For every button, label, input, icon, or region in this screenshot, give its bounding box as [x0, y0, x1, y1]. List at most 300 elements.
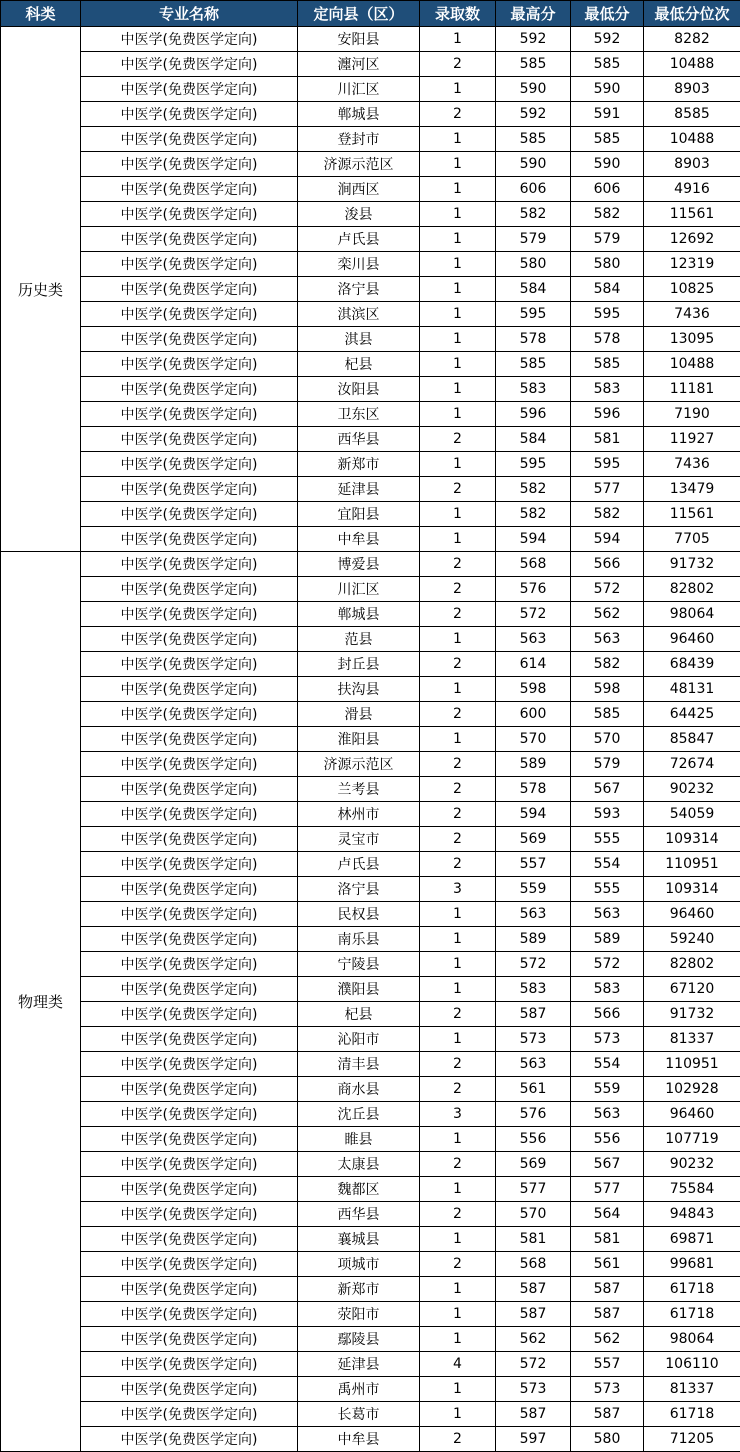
- major-cell: 中医学(免费医学定向): [81, 577, 298, 602]
- county-cell: 濮阳县: [298, 977, 420, 1002]
- min-score-cell: 578: [571, 327, 644, 352]
- table-row: [1, 1277, 740, 1302]
- min-rank-cell: 110951: [644, 1052, 740, 1077]
- major-cell: 中医学(免费医学定向): [81, 1102, 298, 1127]
- major-cell: 中医学(免费医学定向): [81, 1302, 298, 1327]
- max-score-cell: 597: [496, 1427, 571, 1452]
- admitted-cell: 2: [420, 602, 496, 627]
- table-row: [1, 927, 740, 952]
- major-cell: 中医学(免费医学定向): [81, 52, 298, 77]
- admitted-cell: 1: [420, 327, 496, 352]
- major-cell: 中医学(免费医学定向): [81, 527, 298, 552]
- min-score-cell: 556: [571, 1127, 644, 1152]
- max-score-cell: 595: [496, 302, 571, 327]
- min-rank-cell: 106110: [644, 1352, 740, 1377]
- max-score-cell: 585: [496, 127, 571, 152]
- table-row: [1, 877, 740, 902]
- table-row: [1, 177, 740, 202]
- min-rank-cell: 98064: [644, 1327, 740, 1352]
- table-row: [1, 1077, 740, 1102]
- min-score-cell: 585: [571, 127, 644, 152]
- admitted-cell: 3: [420, 877, 496, 902]
- min-score-cell: 590: [571, 152, 644, 177]
- major-cell: 中医学(免费医学定向): [81, 752, 298, 777]
- major-cell: 中医学(免费医学定向): [81, 652, 298, 677]
- min-score-cell: 587: [571, 1402, 644, 1427]
- min-rank-cell: 12692: [644, 227, 740, 252]
- min-score-cell: 592: [571, 27, 644, 52]
- admitted-cell: 2: [420, 552, 496, 577]
- county-cell: 沁阳市: [298, 1027, 420, 1052]
- table-row: [1, 227, 740, 252]
- major-cell: 中医学(免费医学定向): [81, 802, 298, 827]
- max-score-cell: 594: [496, 802, 571, 827]
- county-cell: 登封市: [298, 127, 420, 152]
- max-score-cell: 592: [496, 27, 571, 52]
- min-rank-cell: 11561: [644, 202, 740, 227]
- max-score-cell: 572: [496, 952, 571, 977]
- admitted-cell: 2: [420, 827, 496, 852]
- major-cell: 中医学(免费医学定向): [81, 1177, 298, 1202]
- table-row: [1, 402, 740, 427]
- admitted-cell: 1: [420, 302, 496, 327]
- admitted-cell: 2: [420, 477, 496, 502]
- min-score-cell: 583: [571, 977, 644, 1002]
- admitted-cell: 1: [420, 1177, 496, 1202]
- max-score-cell: 595: [496, 452, 571, 477]
- major-cell: 中医学(免费医学定向): [81, 1027, 298, 1052]
- min-rank-cell: 91732: [644, 1002, 740, 1027]
- admitted-cell: 2: [420, 577, 496, 602]
- county-cell: 卫东区: [298, 402, 420, 427]
- major-cell: 中医学(免费医学定向): [81, 127, 298, 152]
- admitted-cell: 2: [420, 1152, 496, 1177]
- major-cell: 中医学(免费医学定向): [81, 677, 298, 702]
- admitted-cell: 2: [420, 852, 496, 877]
- county-cell: 延津县: [298, 1352, 420, 1377]
- min-score-cell: 589: [571, 927, 644, 952]
- min-rank-cell: 13479: [644, 477, 740, 502]
- county-cell: 太康县: [298, 1152, 420, 1177]
- min-rank-cell: 10825: [644, 277, 740, 302]
- min-rank-cell: 85847: [644, 727, 740, 752]
- max-score-cell: 590: [496, 152, 571, 177]
- table-row: [1, 202, 740, 227]
- county-cell: 灵宝市: [298, 827, 420, 852]
- county-cell: 魏都区: [298, 1177, 420, 1202]
- major-cell: 中医学(免费医学定向): [81, 277, 298, 302]
- table-row: [1, 777, 740, 802]
- table-row: [1, 652, 740, 677]
- major-cell: 中医学(免费医学定向): [81, 502, 298, 527]
- max-score-cell: 582: [496, 502, 571, 527]
- admitted-cell: 1: [420, 202, 496, 227]
- min-score-cell: 583: [571, 377, 644, 402]
- major-cell: 中医学(免费医学定向): [81, 827, 298, 852]
- min-rank-cell: 11927: [644, 427, 740, 452]
- min-rank-cell: 69871: [644, 1227, 740, 1252]
- county-cell: 中牟县: [298, 527, 420, 552]
- max-score-cell: 594: [496, 527, 571, 552]
- max-score-cell: 568: [496, 552, 571, 577]
- header-max-score: 最高分: [496, 1, 571, 27]
- max-score-cell: 589: [496, 752, 571, 777]
- min-score-cell: 577: [571, 477, 644, 502]
- min-rank-cell: 59240: [644, 927, 740, 952]
- min-rank-cell: 109314: [644, 827, 740, 852]
- max-score-cell: 580: [496, 252, 571, 277]
- county-cell: 扶沟县: [298, 677, 420, 702]
- min-score-cell: 585: [571, 52, 644, 77]
- major-cell: 中医学(免费医学定向): [81, 427, 298, 452]
- min-score-cell: 596: [571, 402, 644, 427]
- table-row: [1, 602, 740, 627]
- county-cell: 瀍河区: [298, 52, 420, 77]
- county-cell: 清丰县: [298, 1052, 420, 1077]
- county-cell: 鄢陵县: [298, 1327, 420, 1352]
- table-row: [1, 102, 740, 127]
- min-score-cell: 555: [571, 827, 644, 852]
- min-rank-cell: 7436: [644, 452, 740, 477]
- max-score-cell: 596: [496, 402, 571, 427]
- major-cell: 中医学(免费医学定向): [81, 377, 298, 402]
- admitted-cell: 1: [420, 252, 496, 277]
- admitted-cell: 1: [420, 77, 496, 102]
- admitted-cell: 2: [420, 52, 496, 77]
- major-cell: 中医学(免费医学定向): [81, 777, 298, 802]
- min-rank-cell: 12319: [644, 252, 740, 277]
- min-rank-cell: 98064: [644, 602, 740, 627]
- min-rank-cell: 8903: [644, 77, 740, 102]
- max-score-cell: 562: [496, 1327, 571, 1352]
- min-score-cell: 572: [571, 577, 644, 602]
- admitted-cell: 2: [420, 1002, 496, 1027]
- min-rank-cell: 96460: [644, 627, 740, 652]
- county-cell: 商水县: [298, 1077, 420, 1102]
- county-cell: 汝阳县: [298, 377, 420, 402]
- min-rank-cell: 94843: [644, 1202, 740, 1227]
- header-major: 专业名称: [81, 1, 298, 27]
- min-rank-cell: 81337: [644, 1027, 740, 1052]
- major-cell: 中医学(免费医学定向): [81, 452, 298, 477]
- admitted-cell: 1: [420, 677, 496, 702]
- min-score-cell: 555: [571, 877, 644, 902]
- max-score-cell: 584: [496, 427, 571, 452]
- major-cell: 中医学(免费医学定向): [81, 402, 298, 427]
- table-row: [1, 577, 740, 602]
- major-cell: 中医学(免费医学定向): [81, 1402, 298, 1427]
- admitted-cell: 1: [420, 352, 496, 377]
- major-cell: 中医学(免费医学定向): [81, 1327, 298, 1352]
- county-cell: 济源示范区: [298, 152, 420, 177]
- max-score-cell: 587: [496, 1002, 571, 1027]
- min-score-cell: 585: [571, 702, 644, 727]
- county-cell: 博爱县: [298, 552, 420, 577]
- admitted-cell: 3: [420, 1102, 496, 1127]
- table-row: [1, 327, 740, 352]
- major-cell: 中医学(免费医学定向): [81, 1352, 298, 1377]
- admitted-cell: 1: [420, 527, 496, 552]
- county-cell: 长葛市: [298, 1402, 420, 1427]
- min-score-cell: 582: [571, 202, 644, 227]
- admitted-cell: 1: [420, 502, 496, 527]
- major-cell: 中医学(免费医学定向): [81, 1252, 298, 1277]
- county-cell: 林州市: [298, 802, 420, 827]
- major-cell: 中医学(免费医学定向): [81, 27, 298, 52]
- admitted-cell: 4: [420, 1352, 496, 1377]
- table-row: [1, 827, 740, 852]
- min-rank-cell: 61718: [644, 1302, 740, 1327]
- table-row: [1, 1052, 740, 1077]
- max-score-cell: 556: [496, 1127, 571, 1152]
- major-cell: 中医学(免费医学定向): [81, 1127, 298, 1152]
- county-cell: 延津县: [298, 477, 420, 502]
- min-rank-cell: 7436: [644, 302, 740, 327]
- admitted-cell: 1: [420, 902, 496, 927]
- max-score-cell: 569: [496, 827, 571, 852]
- table-body: [1, 27, 740, 1452]
- category-cell: 历史类: [1, 27, 81, 552]
- table-row: [1, 727, 740, 752]
- table-row: [1, 1152, 740, 1177]
- table-row: [1, 627, 740, 652]
- admitted-cell: 2: [420, 777, 496, 802]
- min-rank-cell: 90232: [644, 1152, 740, 1177]
- major-cell: 中医学(免费医学定向): [81, 352, 298, 377]
- county-cell: 洛宁县: [298, 877, 420, 902]
- admitted-cell: 1: [420, 1127, 496, 1152]
- county-cell: 沈丘县: [298, 1102, 420, 1127]
- admitted-cell: 1: [420, 927, 496, 952]
- admitted-cell: 1: [420, 127, 496, 152]
- min-score-cell: 566: [571, 552, 644, 577]
- max-score-cell: 600: [496, 702, 571, 727]
- min-rank-cell: 61718: [644, 1402, 740, 1427]
- major-cell: 中医学(免费医学定向): [81, 902, 298, 927]
- major-cell: 中医学(免费医学定向): [81, 877, 298, 902]
- county-cell: 洛宁县: [298, 277, 420, 302]
- admitted-cell: 1: [420, 152, 496, 177]
- admitted-cell: 1: [420, 1377, 496, 1402]
- header-row: [1, 1, 740, 27]
- min-score-cell: 563: [571, 1102, 644, 1127]
- county-cell: 济源示范区: [298, 752, 420, 777]
- min-score-cell: 598: [571, 677, 644, 702]
- table-row: [1, 552, 740, 577]
- county-cell: 禹州市: [298, 1377, 420, 1402]
- max-score-cell: 563: [496, 1052, 571, 1077]
- min-score-cell: 581: [571, 1227, 644, 1252]
- admitted-cell: 1: [420, 1277, 496, 1302]
- min-score-cell: 579: [571, 752, 644, 777]
- min-score-cell: 593: [571, 802, 644, 827]
- max-score-cell: 589: [496, 927, 571, 952]
- table-row: [1, 1302, 740, 1327]
- min-score-cell: 567: [571, 1152, 644, 1177]
- min-score-cell: 562: [571, 602, 644, 627]
- min-rank-cell: 82802: [644, 952, 740, 977]
- min-rank-cell: 96460: [644, 902, 740, 927]
- admitted-cell: 2: [420, 1252, 496, 1277]
- max-score-cell: 590: [496, 77, 571, 102]
- min-score-cell: 582: [571, 502, 644, 527]
- max-score-cell: 582: [496, 477, 571, 502]
- major-cell: 中医学(免费医学定向): [81, 1052, 298, 1077]
- major-cell: 中医学(免费医学定向): [81, 1377, 298, 1402]
- major-cell: 中医学(免费医学定向): [81, 177, 298, 202]
- county-cell: 淇滨区: [298, 302, 420, 327]
- min-score-cell: 554: [571, 1052, 644, 1077]
- admitted-cell: 1: [420, 452, 496, 477]
- min-rank-cell: 11561: [644, 502, 740, 527]
- admitted-cell: 1: [420, 1402, 496, 1427]
- admitted-cell: 2: [420, 1077, 496, 1102]
- admitted-cell: 2: [420, 102, 496, 127]
- min-score-cell: 585: [571, 352, 644, 377]
- max-score-cell: 569: [496, 1152, 571, 1177]
- min-rank-cell: 64425: [644, 702, 740, 727]
- min-rank-cell: 81337: [644, 1377, 740, 1402]
- min-rank-cell: 48131: [644, 677, 740, 702]
- max-score-cell: 573: [496, 1027, 571, 1052]
- max-score-cell: 578: [496, 327, 571, 352]
- major-cell: 中医学(免费医学定向): [81, 977, 298, 1002]
- min-rank-cell: 8585: [644, 102, 740, 127]
- county-cell: 滑县: [298, 702, 420, 727]
- admitted-cell: 1: [420, 627, 496, 652]
- max-score-cell: 585: [496, 52, 571, 77]
- min-score-cell: 563: [571, 627, 644, 652]
- major-cell: 中医学(免费医学定向): [81, 852, 298, 877]
- major-cell: 中医学(免费医学定向): [81, 102, 298, 127]
- header-min-score: 最低分: [571, 1, 644, 27]
- table-row: [1, 377, 740, 402]
- major-cell: 中医学(免费医学定向): [81, 227, 298, 252]
- table-row: [1, 1177, 740, 1202]
- county-cell: 范县: [298, 627, 420, 652]
- admitted-cell: 2: [420, 652, 496, 677]
- table-row: [1, 127, 740, 152]
- max-score-cell: 583: [496, 377, 571, 402]
- major-cell: 中医学(免费医学定向): [81, 252, 298, 277]
- min-score-cell: 567: [571, 777, 644, 802]
- min-score-cell: 587: [571, 1277, 644, 1302]
- table-row: [1, 1327, 740, 1352]
- min-rank-cell: 91732: [644, 552, 740, 577]
- min-score-cell: 572: [571, 952, 644, 977]
- min-rank-cell: 75584: [644, 1177, 740, 1202]
- admitted-cell: 2: [420, 802, 496, 827]
- county-cell: 中牟县: [298, 1427, 420, 1452]
- table-row: [1, 1002, 740, 1027]
- table-row: [1, 477, 740, 502]
- min-score-cell: 573: [571, 1027, 644, 1052]
- county-cell: 新郑市: [298, 452, 420, 477]
- county-cell: 杞县: [298, 1002, 420, 1027]
- table-row: [1, 277, 740, 302]
- county-cell: 川汇区: [298, 77, 420, 102]
- min-rank-cell: 10488: [644, 127, 740, 152]
- min-rank-cell: 107719: [644, 1127, 740, 1152]
- header-county: 定向县（区）: [298, 1, 420, 27]
- table-row: [1, 902, 740, 927]
- max-score-cell: 614: [496, 652, 571, 677]
- min-rank-cell: 90232: [644, 777, 740, 802]
- max-score-cell: 563: [496, 902, 571, 927]
- table-row: [1, 252, 740, 277]
- table-row: [1, 1377, 740, 1402]
- max-score-cell: 584: [496, 277, 571, 302]
- major-cell: 中医学(免费医学定向): [81, 952, 298, 977]
- min-score-cell: 606: [571, 177, 644, 202]
- county-cell: 荥阳市: [298, 1302, 420, 1327]
- admitted-cell: 1: [420, 1327, 496, 1352]
- major-cell: 中医学(免费医学定向): [81, 77, 298, 102]
- table-row: [1, 952, 740, 977]
- max-score-cell: 577: [496, 1177, 571, 1202]
- min-score-cell: 577: [571, 1177, 644, 1202]
- min-rank-cell: 7705: [644, 527, 740, 552]
- min-score-cell: 594: [571, 527, 644, 552]
- max-score-cell: 576: [496, 577, 571, 602]
- min-score-cell: 557: [571, 1352, 644, 1377]
- table-row: [1, 302, 740, 327]
- min-rank-cell: 10488: [644, 352, 740, 377]
- max-score-cell: 606: [496, 177, 571, 202]
- min-rank-cell: 54059: [644, 802, 740, 827]
- major-cell: 中医学(免费医学定向): [81, 152, 298, 177]
- max-score-cell: 583: [496, 977, 571, 1002]
- major-cell: 中医学(免费医学定向): [81, 202, 298, 227]
- county-cell: 襄城县: [298, 1227, 420, 1252]
- major-cell: 中医学(免费医学定向): [81, 302, 298, 327]
- county-cell: 郸城县: [298, 102, 420, 127]
- min-rank-cell: 67120: [644, 977, 740, 1002]
- county-cell: 杞县: [298, 352, 420, 377]
- max-score-cell: 561: [496, 1077, 571, 1102]
- min-score-cell: 559: [571, 1077, 644, 1102]
- max-score-cell: 563: [496, 627, 571, 652]
- table-row: [1, 702, 740, 727]
- max-score-cell: 572: [496, 1352, 571, 1377]
- table-row: [1, 152, 740, 177]
- admitted-cell: 1: [420, 1302, 496, 1327]
- max-score-cell: 582: [496, 202, 571, 227]
- min-score-cell: 570: [571, 727, 644, 752]
- min-score-cell: 561: [571, 1252, 644, 1277]
- table-row: [1, 52, 740, 77]
- min-rank-cell: 96460: [644, 1102, 740, 1127]
- min-rank-cell: 102928: [644, 1077, 740, 1102]
- county-cell: 栾川县: [298, 252, 420, 277]
- admitted-cell: 2: [420, 752, 496, 777]
- county-cell: 川汇区: [298, 577, 420, 602]
- table-row: [1, 502, 740, 527]
- county-cell: 新郑市: [298, 1277, 420, 1302]
- county-cell: 卢氏县: [298, 852, 420, 877]
- min-rank-cell: 71205: [644, 1427, 740, 1452]
- min-score-cell: 566: [571, 1002, 644, 1027]
- max-score-cell: 568: [496, 1252, 571, 1277]
- admitted-cell: 1: [420, 952, 496, 977]
- min-score-cell: 573: [571, 1377, 644, 1402]
- county-cell: 民权县: [298, 902, 420, 927]
- admitted-cell: 1: [420, 377, 496, 402]
- major-cell: 中医学(免费医学定向): [81, 1002, 298, 1027]
- admitted-cell: 2: [420, 1202, 496, 1227]
- max-score-cell: 592: [496, 102, 571, 127]
- admitted-cell: 2: [420, 427, 496, 452]
